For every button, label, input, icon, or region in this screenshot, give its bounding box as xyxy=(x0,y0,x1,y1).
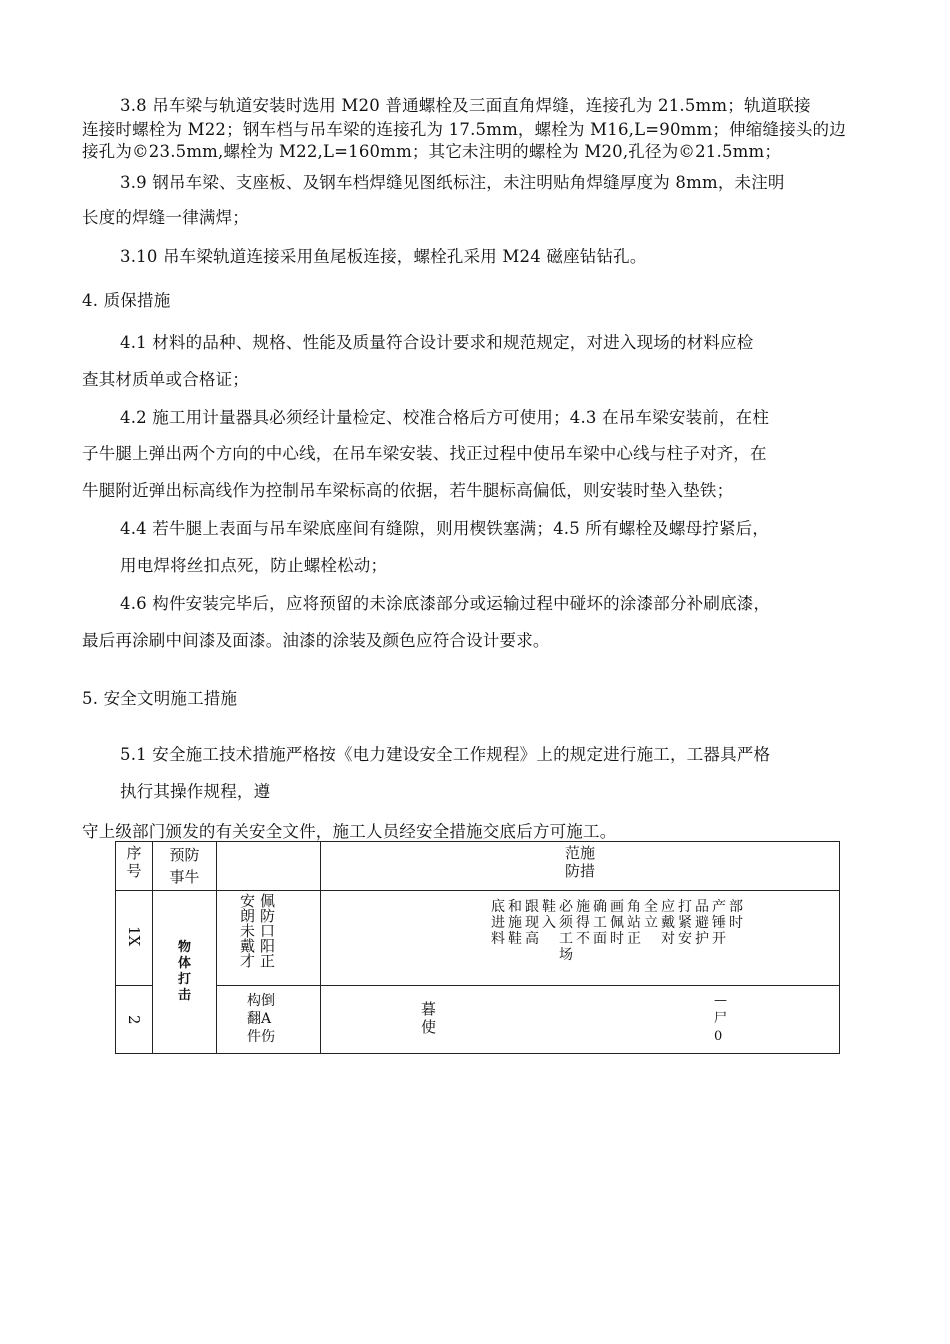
heading-5: 5. 安全文明施工措施 xyxy=(82,689,238,708)
para-4-1-line1: 4.1 材料的品种、规格、性能及质量符合设计要求和规范规定，对进入现场的材料应检 xyxy=(120,333,754,352)
header-empty xyxy=(217,842,321,891)
measure-col: 底进料 xyxy=(491,899,505,947)
table-row xyxy=(116,986,840,1054)
para-4-4-line2: 用电焊将丝扣点死，防止螺栓松动； xyxy=(120,556,388,575)
measure-col: 确工面 xyxy=(593,899,607,947)
para-4-6-line1: 4.6 构件安装完毕后，应将预留的未涂底漆部分或运输过程中碰坏的涂漆部分补刷底漆， xyxy=(120,594,771,613)
para-3-9-line2: 长度的焊缝一律满焊； xyxy=(82,208,249,227)
para-3-8-line2: 连接时螺栓为 M22；钢车档与吊车梁的连接孔为 17.5mm，螺栓为 M16,L=90mm；伸缩缝接头的边 xyxy=(82,120,846,139)
row2-seq: 2 xyxy=(116,986,153,1054)
header-seq: 序号 xyxy=(116,842,153,891)
measure-col: 画佩时 xyxy=(610,899,624,947)
row2-measures: 暮使 —尸0 xyxy=(321,986,840,1054)
measure-col: 必须工场 xyxy=(559,899,573,963)
heading-4: 4. 质保措施 xyxy=(82,291,171,310)
measure-col: 品避护 xyxy=(695,899,709,947)
para-3-10: 3.10 吊车梁轨道连接采用鱼尾板连接，螺栓孔采用 M24 磁座钻钻孔。 xyxy=(120,247,647,266)
para-4-1-line2: 查其材质单或合格证； xyxy=(82,370,249,389)
safety-measures-table xyxy=(115,841,840,1054)
row1-cause: 安朗未戴才 佩防口阳正 xyxy=(217,891,321,986)
para-5-1-line2: 执行其操作规程，遵 xyxy=(120,782,271,801)
row1-seq: 1X xyxy=(116,891,153,986)
row1-category: 物体打击 xyxy=(153,891,217,1054)
measure-col: 和施鞋 xyxy=(508,899,522,947)
para-3-9-line1: 3.9 钢吊车梁、支座板、及钢车档焊缝见图纸标注，未注明贴角焊缝厚度为 8mm，未注明 xyxy=(120,173,785,192)
para-4-2-line3: 牛腿附近弹出标高线作为控制吊车梁标高的依据，若牛腿标高偏低，则安装时垫入垫铁； xyxy=(82,481,734,500)
row1-measures xyxy=(321,891,840,986)
measure-col: 施得不 xyxy=(576,899,590,947)
para-4-6-line2: 最后再涂刷中间漆及面漆。油漆的涂装及颜色应符合设计要求。 xyxy=(82,631,550,650)
header-prevent: 预防事牛 xyxy=(153,842,217,891)
measure-col: 鞋入 xyxy=(542,899,556,931)
para-4-4-line1: 4.4 若牛腿上表面与吊车梁底座间有缝隙，则用楔铁塞满；4.5 所有螺栓及螺母拧紧后， xyxy=(120,519,770,538)
header-measures: 范施防措 xyxy=(321,842,840,891)
measure-col: 应戴对 xyxy=(661,899,675,947)
table-row xyxy=(116,891,840,986)
measure-col: 跟现高 xyxy=(525,899,539,947)
measure-col: 全立 xyxy=(644,899,658,931)
para-5-1-line1: 5.1 安全施工技术措施严格按《电力建设安全工作规程》上的规定进行施工，工器具严格 xyxy=(120,745,771,764)
measure-col: 打紧安 xyxy=(678,899,692,947)
para-4-2-line1: 4.2 施工用计量器具必须经计量检定、校准合格后方可使用；4.3 在吊车梁安装前，在柱 xyxy=(120,408,770,427)
measure-col: 部时 xyxy=(729,899,743,931)
para-3-8-line1: 3.8 吊车梁与轨道安装时选用 M20 普通螺栓及三面直角焊缝，连接孔为 21.5mm；轨道联接 xyxy=(120,96,811,115)
row1-measures-columns xyxy=(491,899,839,963)
para-4-2-line2: 子牛腿上弹出两个方向的中心线，在吊车梁安装、找正过程中使吊车梁中心线与柱子对齐，在 xyxy=(82,444,767,463)
para-5-1-line3: 守上级部门颁发的有关安全文件，施工人员经安全措施交底后方可施工。 xyxy=(82,822,617,841)
measure-col: 角站正 xyxy=(627,899,641,947)
para-3-8-line3: 接孔为©23.5mm,螺栓为 M22,L=160mm；其它未注明的螺栓为 M20,孔径为©21.5mm； xyxy=(82,142,782,161)
table-header-row xyxy=(116,842,840,891)
measure-col: 产锤开 xyxy=(712,899,726,947)
row2-cause: 构倒翻A件伤 xyxy=(217,986,321,1054)
